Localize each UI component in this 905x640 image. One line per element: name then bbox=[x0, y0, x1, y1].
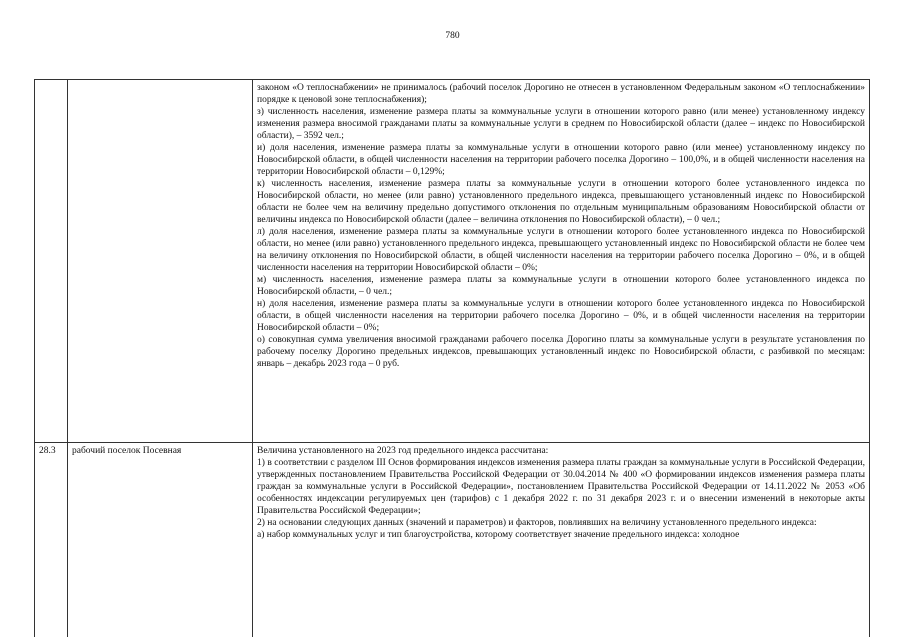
paragraph: н) доля населения, изменение размера платы за коммунальные услуги в отношении которого более установленного индекса по Новосибирской области, в общей численности населения на территории рабочего поселка Дорогино – 0%, и в общей численности населения на территории Новосибирской области – 0%; bbox=[257, 299, 865, 333]
settlement-name-cell bbox=[68, 80, 253, 443]
settlement-name-cell: рабочий поселок Посевная bbox=[68, 443, 253, 638]
paragraph: 1) в соответствии с разделом III Основ формирования индексов изменения размера платы граждан за коммунальные услуги в Российской Федерации, утвержденных постановлением Правительства Российской Федерации от 30.04.2014 № 400 «О формировании индексов изменения размера платы граждан за коммунальные услуги в Российской Федерации», постановлением Правительства Российской Федерации от 14.11.2022 № 2053 «Об особенностях индексации регулируемых цен (тарифов) с 1 декабря 2022 г. по 31 декабря 2023 г. и о внесении изменений в некоторые акты Правительства Российской Федерации»; bbox=[257, 458, 865, 516]
row-number-cell bbox=[35, 80, 68, 443]
paragraph: о) совокупная сумма увеличения вносимой гражданами рабочего поселка Дорогино платы за коммунальные услуги в результате установления по рабочему поселку Дорогино предельных индексов, превышающих установленный индекс по Новосибирской области, с разбивкой по месяцам: январь – декабрь 2023 года – 0 руб. bbox=[257, 335, 865, 369]
paragraph: законом «О теплоснабжении» не принималось (рабочий поселок Дорогино не отнесен в установленном Федеральным законом «О теплоснабжении» порядке к ценовой зоне теплоснабжения); bbox=[257, 83, 865, 105]
paragraph: а) набор коммунальных услуг и тип благоустройства, которому соответствует значение предельного индекса: холодное bbox=[257, 530, 740, 540]
paragraph: 2) на основании следующих данных (значений и параметров) и факторов, повлиявших на величину установленного предельного индекса: bbox=[257, 518, 817, 528]
row-number-cell: 28.3 bbox=[35, 443, 68, 638]
paragraph: л) доля населения, изменение размера платы за коммунальные услуги в отношении которого более установленного индекса по Новосибирской области, но менее (или равно) установленного предельного индекса, превышающего установленный индекс по Новосибирской области не более чем на величину отклонения по Новосибирской области, в общей численности населения на территории рабочего поселка Дорогино – 0%, и в общей численности населения на территории Новосибирской области – 0%; bbox=[257, 227, 865, 273]
paragraph: м) численность населения, изменение размера платы за коммунальные услуги в отношении которого более установленного индекса по Новосибирской области, – 0 чел.; bbox=[257, 275, 865, 297]
description-cell bbox=[253, 443, 870, 638]
page-number: 780 bbox=[445, 31, 460, 41]
paragraph: и) доля населения, изменение размера платы за коммунальные услуги в отношении которого равно (или менее) установленному индексу по Новосибирской области, в общей численности населения на территории рабочего поселка Дорогино – 100,0%, и в общей численности населения на территории Новосибирской области – 0,129%; bbox=[257, 143, 865, 177]
paragraph: к) численность населения, изменение размера платы за коммунальные услуги в отношении которого более установленного индекса по Новосибирской области, но менее (или равно) установленного предельного индекса, превышающего установленный индекс по Новосибирской области не более чем на величину предельно допустимого отклонения по отдельным муниципальным образованиям Новосибирской области от величины индекса по Новосибирской области (далее – величина отклонения по Новосибирской области), – 0 чел.; bbox=[257, 179, 865, 225]
table-row bbox=[35, 80, 870, 443]
paragraph: Величина установленного на 2023 год предельного индекса рассчитана: bbox=[257, 446, 549, 456]
paragraph: з) численность населения, изменение размера платы за коммунальные услуги в отношении которого равно (или менее) установленному индексу изменения размера вносимой гражданами платы за коммунальные услуги в среднем по Новосибирской области (далее – индекс по Новосибирской области), – 3592 чел.; bbox=[257, 107, 865, 141]
document-table bbox=[34, 79, 870, 637]
table-row bbox=[35, 443, 870, 638]
description-cell bbox=[253, 80, 870, 443]
